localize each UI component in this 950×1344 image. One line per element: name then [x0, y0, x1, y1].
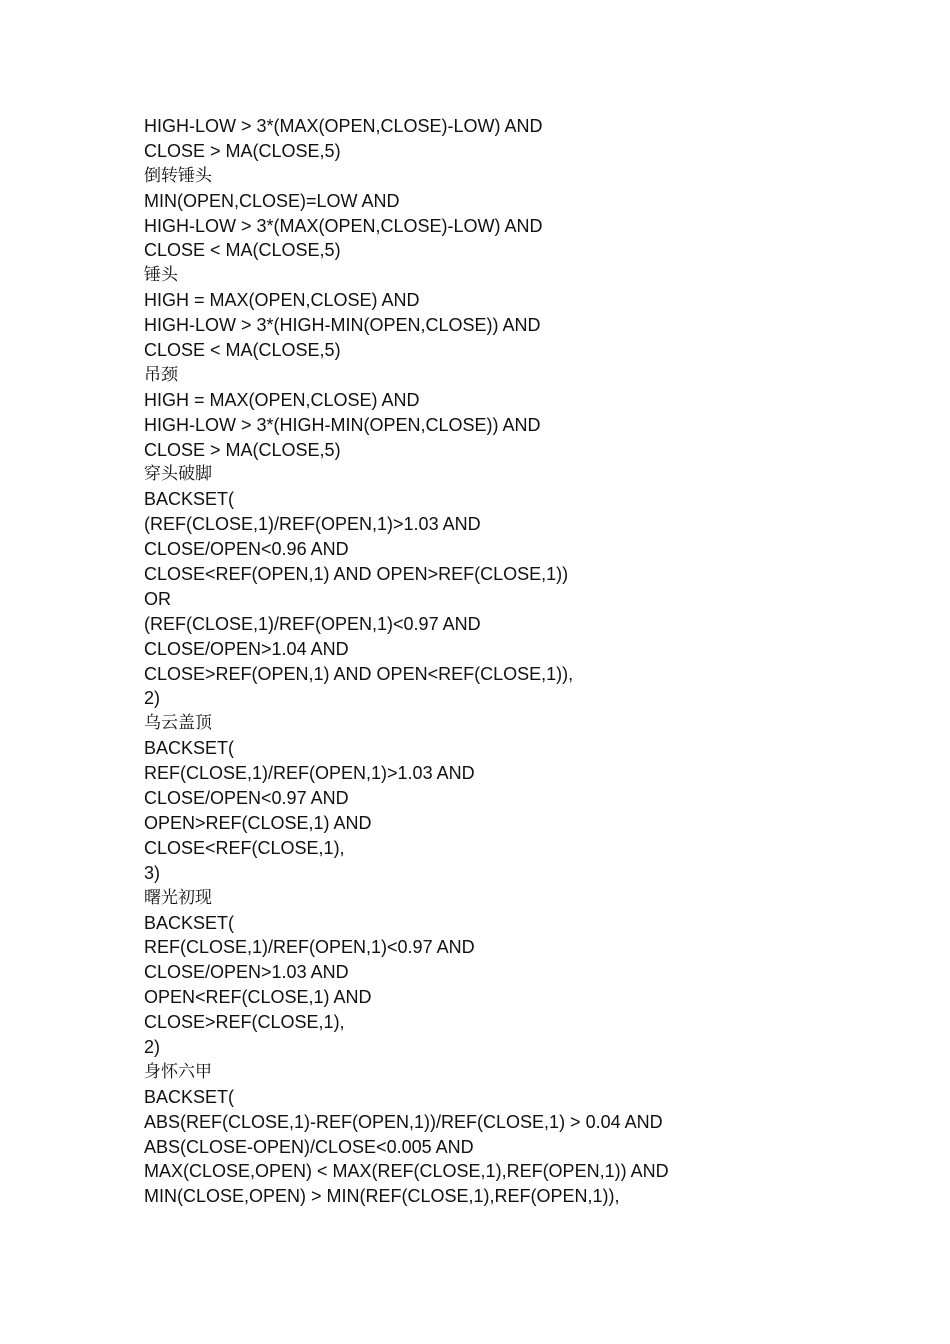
formula-line: ABS(REF(CLOSE,1)-REF(OPEN,1))/REF(CLOSE,1) > 0.04 AND	[144, 1111, 663, 1132]
formula-line: HIGH = MAX(OPEN,CLOSE) AND	[144, 290, 420, 311]
formula-line: BACKSET(	[144, 738, 235, 759]
formula-line: (REF(CLOSE,1)/REF(OPEN,1)>1.03 AND	[144, 514, 481, 535]
section-heading: 吊颈	[144, 364, 178, 385]
formula-line: HIGH-LOW > 3*(HIGH-MIN(OPEN,CLOSE)) AND	[144, 315, 541, 336]
section-heading: 倒转锤头	[144, 165, 212, 186]
formula-line: MIN(CLOSE,OPEN) > MIN(REF(CLOSE,1),REF(OPEN,1)),	[144, 1186, 620, 1207]
formula-line: CLOSE/OPEN>1.04 AND	[144, 638, 349, 659]
section-heading: 曙光初现	[144, 887, 212, 908]
formula-line: 3)	[144, 862, 161, 883]
formula-line: BACKSET(	[144, 1086, 235, 1107]
section-heading: 乌云盖顶	[144, 713, 212, 734]
formula-line: 2)	[144, 1036, 161, 1057]
formula-line: OPEN<REF(CLOSE,1) AND	[144, 987, 372, 1008]
formula-line: CLOSE > MA(CLOSE,5)	[144, 439, 341, 460]
formula-line: CLOSE > MA(CLOSE,5)	[144, 140, 341, 161]
formula-line: CLOSE<REF(CLOSE,1),	[144, 837, 345, 858]
formula-line: OR	[144, 588, 171, 609]
formula-line: ABS(CLOSE-OPEN)/CLOSE<0.005 AND	[144, 1136, 474, 1157]
formula-line: BACKSET(	[144, 912, 235, 933]
formula-line: 2)	[144, 688, 161, 709]
section-heading: 锤头	[144, 265, 178, 286]
formula-line: MAX(CLOSE,OPEN) < MAX(REF(CLOSE,1),REF(OPEN,1)) AND	[144, 1161, 669, 1182]
formula-line: MIN(OPEN,CLOSE)=LOW AND	[144, 190, 400, 211]
formula-line: HIGH = MAX(OPEN,CLOSE) AND	[144, 389, 420, 410]
section-heading: 穿头破脚	[144, 464, 212, 485]
formula-line: CLOSE>REF(OPEN,1) AND OPEN<REF(CLOSE,1)),	[144, 663, 574, 684]
formula-line: CLOSE < MA(CLOSE,5)	[144, 240, 341, 261]
formula-line: CLOSE/OPEN>1.03 AND	[144, 962, 349, 983]
formula-line: HIGH-LOW > 3*(MAX(OPEN,CLOSE)-LOW) AND	[144, 215, 543, 236]
formula-line: CLOSE/OPEN<0.96 AND	[144, 539, 349, 560]
formula-line: HIGH-LOW > 3*(HIGH-MIN(OPEN,CLOSE)) AND	[144, 414, 541, 435]
formula-line: CLOSE>REF(CLOSE,1),	[144, 1012, 345, 1033]
formula-line: (REF(CLOSE,1)/REF(OPEN,1)<0.97 AND	[144, 613, 481, 634]
formula-line: CLOSE/OPEN<0.97 AND	[144, 788, 349, 809]
formula-line: OPEN>REF(CLOSE,1) AND	[144, 812, 372, 833]
formula-text-body	[144, 114, 924, 1209]
section-heading: 身怀六甲	[144, 1061, 212, 1082]
formula-line: BACKSET(	[144, 489, 235, 510]
formula-line: CLOSE<REF(OPEN,1) AND OPEN>REF(CLOSE,1))	[144, 564, 569, 585]
formula-line: HIGH-LOW > 3*(MAX(OPEN,CLOSE)-LOW) AND	[144, 116, 543, 136]
formula-line: REF(CLOSE,1)/REF(OPEN,1)>1.03 AND	[144, 763, 475, 784]
formula-line: REF(CLOSE,1)/REF(OPEN,1)<0.97 AND	[144, 937, 475, 958]
formula-line: CLOSE < MA(CLOSE,5)	[144, 340, 341, 361]
